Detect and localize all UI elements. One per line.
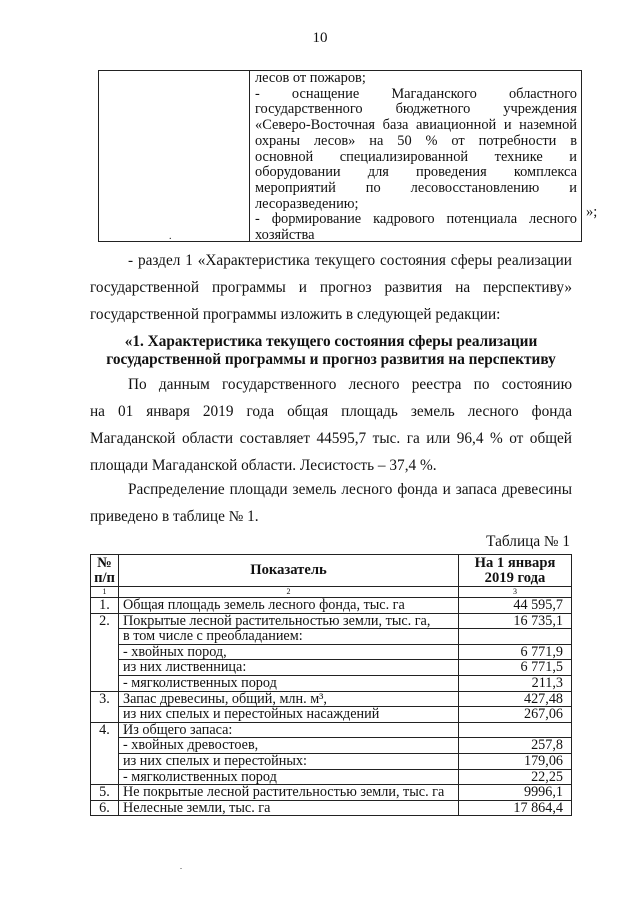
row-label: Покрытые лесной растительностью земли, тыс. га,	[119, 613, 459, 629]
paragraph-forest-area	[90, 371, 572, 479]
header-num: № п/п	[91, 555, 119, 587]
text-line: - раздел 1 «Характеристика текущего состояния сферы реализации	[128, 252, 572, 269]
row-value: 6 771,9	[459, 644, 572, 660]
text-line: Магаданской области составляет 44595,7 тыс. га или 96,4 % от общей	[90, 430, 572, 447]
row-value: 44 595,7	[459, 598, 572, 614]
table-row	[91, 769, 572, 785]
row-value: 267,06	[459, 707, 572, 723]
row-value: 211,3	[459, 675, 572, 691]
column-number-row	[91, 587, 572, 598]
row-value: 6 771,5	[459, 660, 572, 676]
table-row	[91, 707, 572, 723]
table-row	[91, 691, 572, 707]
row-label: из них лиственница:	[119, 660, 459, 676]
row-value: 17 864,4	[459, 800, 572, 816]
row-label: Нелесные земли, тыс. га	[119, 800, 459, 816]
row-label: Не покрытые лесной растительностью земли, тыс. га	[119, 785, 459, 801]
table-row	[91, 629, 572, 645]
section-intro	[90, 247, 572, 328]
table-row	[91, 644, 572, 660]
text-line: лесов от пожаров;	[255, 70, 366, 86]
text-line: охраны лесов» на 50 % от потребности в	[255, 132, 577, 149]
table-row	[91, 785, 572, 801]
row-num: 4.	[91, 722, 119, 784]
row-label: из них спелых и перестойных насаждений	[119, 707, 459, 723]
paragraph-distribution	[90, 476, 572, 530]
row-label: Запас древесины, общий, млн. м³,	[119, 691, 459, 707]
row-num: 1.	[91, 598, 119, 614]
row-num: 2.	[91, 613, 119, 691]
text-line: - формирование кадрового потенциала лесного	[255, 211, 577, 228]
text-line: на 01 января 2019 года общая площадь земель лесного фонда	[90, 403, 572, 420]
text-line: государственного бюджетного учреждения	[255, 101, 577, 118]
row-value: 22,25	[459, 769, 572, 785]
table-row	[91, 660, 572, 676]
row-value: 9996,1	[459, 785, 572, 801]
continuation-text	[255, 71, 577, 244]
column-number: 2	[119, 587, 459, 598]
forest-fund-table	[90, 554, 572, 816]
table-row	[91, 613, 572, 629]
row-value: 16 735,1	[459, 613, 572, 629]
row-label: Общая площадь земель лесного фонда, тыс. га	[119, 598, 459, 614]
heading-line: «1. Характеристика текущего состояния сферы реализации	[124, 333, 538, 350]
column-number: 3	[459, 587, 572, 598]
row-label: - мягколиственных пород	[119, 675, 459, 691]
row-label: из них спелых и перестойных:	[119, 753, 459, 769]
text-line: основной специализированной технике и	[255, 148, 577, 165]
text-line: мероприятий по лесовосстановлению и	[255, 179, 577, 196]
table-row	[91, 675, 572, 691]
text-line: государственной программы изложить в следующей редакции:	[90, 306, 501, 323]
row-value	[459, 722, 572, 738]
table-row	[91, 722, 572, 738]
row-label: - хвойных пород,	[119, 644, 459, 660]
row-value: 179,06	[459, 753, 572, 769]
column-number: 1	[91, 587, 119, 598]
table-divider	[249, 71, 250, 241]
text-line: Распределение площади земель лесного фонда и запаса древесины	[128, 481, 572, 498]
row-label: - хвойных древостоев,	[119, 738, 459, 754]
text-line: лесоразведению;	[255, 195, 359, 212]
text-line: приведено в таблице № 1.	[90, 508, 259, 525]
table-row	[91, 753, 572, 769]
table-header-row	[91, 555, 572, 587]
header-indicator: Показатель	[119, 555, 459, 587]
closing-quote: »;	[586, 204, 598, 220]
text-line: площади Магаданской области. Лесистость – 37,4 %.	[90, 457, 437, 474]
text-line: государственной программы и прогноз развития на перспективу»	[90, 279, 572, 296]
section-heading	[90, 333, 572, 369]
row-value	[459, 629, 572, 645]
heading-line: государственной программы и прогноз развития на перспективу	[106, 351, 556, 368]
text-line: - оснащение Магаданского областного	[255, 85, 577, 102]
bullet-dot: .	[169, 231, 172, 242]
text-line: оборудовании для проведения комплекса	[255, 164, 577, 181]
table-caption: Таблица № 1	[486, 533, 570, 550]
continuation-table	[98, 70, 582, 242]
row-value: 257,8	[459, 738, 572, 754]
header-value: На 1 января 2019 года	[459, 555, 572, 587]
row-num: 6.	[91, 800, 119, 816]
row-num: 5.	[91, 785, 119, 801]
row-label: в том числе с преобладанием:	[119, 629, 459, 645]
row-num: 3.	[91, 691, 119, 722]
table-row	[91, 738, 572, 754]
row-value: 427,48	[459, 691, 572, 707]
row-label: Из общего запаса:	[119, 722, 459, 738]
margin-dot: .	[180, 862, 182, 871]
table-row	[91, 598, 572, 614]
text-line: По данным государственного лесного реестра по состоянию	[128, 376, 572, 393]
row-label: - мягколиственных пород	[119, 769, 459, 785]
text-line: хозяйства	[255, 227, 315, 244]
text-line: «Северо-Восточная база авиационной и наземной	[255, 117, 577, 134]
page-number: 10	[312, 30, 328, 46]
table-row	[91, 800, 572, 816]
